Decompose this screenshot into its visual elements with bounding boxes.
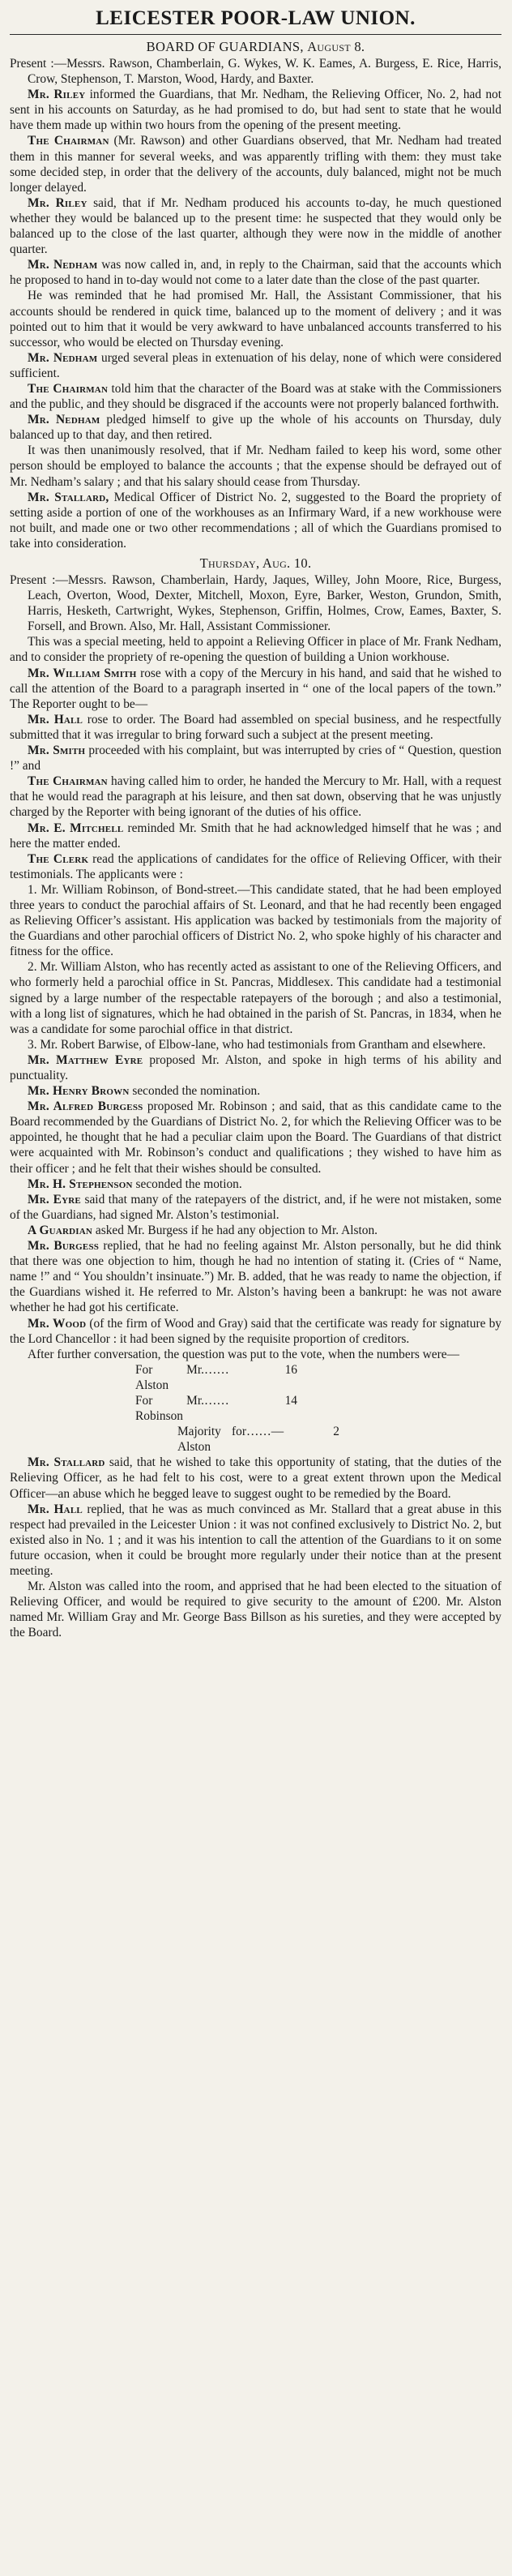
speaker-name: Mr. Burgess [28,1239,100,1254]
speaker-name: Mr. Wood [28,1316,87,1331]
paragraph-text: asked Mr. Burgess if he had any objection to Mr. Alston. [95,1223,378,1237]
meeting1-present [10,56,501,87]
vote-row-alston: For Mr. Alston …… 16 [135,1362,297,1392]
paragraph-text: rose to order. The Board had assembled on special business, and he respectfully submitted that it was irregular to bring forward such a subject at the present meeting. [10,712,501,742]
paragraph [10,712,501,743]
paragraph [10,1502,501,1579]
paragraph-text: He was reminded that he had promised Mr. Hall, the Assistant Commissioner, that his accounts should be rendered in quick time, balanced up to the moment of delivery ; and it was pointed out to him that it would be very awkward to have unbalanced accounts transferred to his successor, who would be elected on Thursday evening. [10,289,501,349]
speaker-name: Mr. Smith [28,744,86,758]
paragraph-text: read the applications of candidates for the office of Relieving Officer, with their testimonials. The applicants were : [10,851,501,881]
speaker-name: Mr. Nedham [28,350,98,365]
article-body [10,38,501,1640]
paragraph-text: After further conversation, the question was put to the vote, when the numbers were— [28,1347,459,1361]
speaker-name: Mr. Hall [28,1502,83,1516]
paragraph [10,1316,501,1347]
present-names: Messrs. Rawson, Chamberlain, Hardy, Jaques, Willey, John Moore, Rice, Burgess, Leach, Overton, Wood, Dexter, Mitchell, Moxon, Eyre, Barker, Weston, Grundon, Smith, Harris, Hesketh, Cartwright, Wykes, Stephenson, Griffin, Holmes, Crow, Eames, Baxter, S. Forsell, and Brown. Also, Mr. Hall, Assistant Commissioner. [28,573,501,634]
paragraph [10,1037,501,1052]
paragraph [10,288,501,349]
speaker-name: The Chairman [28,774,108,789]
paragraph [10,350,501,381]
paragraph [10,1455,501,1501]
speaker-name: Mr. William Smith [28,666,137,680]
speaker-name: Mr. Nedham [28,258,98,272]
paragraph-text: Medical Officer of District No. 2, suggested to the Board the propriety of setting aside a portion of one of the workhouses as an Infirmary Ward, if a new workhouse were not built, and made one or two other recommendations ; all of which the Guardians promised to take into consideration. [10,490,501,551]
paragraph [10,133,501,195]
speaker-name: A Guardian [28,1223,93,1237]
paragraph-text: 2. Mr. William Alston, who has recently acted as assistant to one of the Relieving Officers, and who formerly held a parochial office in St. Pancras, Middlesex. This candidate had a testimonial signed by a large number of the respectable ratepayers of the borough ; and also a testimonial, with a long list of signatures, which he had obtained in the parish of St. Pancras, in 1834, when he was a candidate for some parochial office in that district. [10,960,501,1036]
paragraph-text: said that many of the ratepayers of the district, and, if he were not mistaken, some of the Guardians, had signed Mr. Alston’s testimonial. [10,1192,501,1222]
meeting2-heading [10,555,501,572]
speaker-name: Mr. Henry Brown [28,1084,130,1099]
paragraph-text: said, that he wished to take this opportunity of stating, that the duties of the Relieving Officer, as he had felt to his cost, were to a great extent thrown upon the Medical Officer—an abuse which he begged leave to suggest ought to be remedied by the Board. [10,1455,501,1501]
paragraph [10,1177,501,1192]
paragraph [10,666,501,712]
speaker-name: Mr. Matthew Eyre [28,1052,143,1067]
paragraph-text: 3. Mr. Robert Barwise, of Elbow-lane, who had testimonials from Grantham and elsewhere. [28,1037,486,1052]
paragraph [10,743,501,774]
paragraph-text: having called him to order, he handed the Mercury to Mr. Hall, with a request that he would read the paragraph at his leisure, and then sat down, observing that he was unjustly charged by the Reporter with being ignorant of the duties of his office. [10,774,501,820]
paragraph [10,195,501,257]
paragraph-text: It was then unanimously resolved, that if Mr. Nedham failed to keep his word, some other person should be employed to balance the accounts ; that the expense should be defrayed out of Mr. Nedham’s salary ; and that his salary should cease from Thursday. [10,444,501,489]
present-label: Present :— [10,573,68,587]
speaker-name: Mr. E. Mitchell [28,821,124,835]
paragraph-text: 1. Mr. William Robinson, of Bond-street.—This candidate stated, that he had been employed three years to conduct the parochial affairs of St. Leonard, and that he had recently been engaged as Relieving Officer’s assistant. His application was backed by testimonials from the majority of the Guardians and other parochial officers of District No. 2, who spoke highly of his character and fitness for the office. [10,882,501,959]
paragraph-text: seconded the nomination. [132,1084,261,1099]
speaker-name: Mr. Nedham [28,413,100,427]
meeting1-date: August 8. [307,39,365,54]
meeting1-heading [10,38,501,55]
paragraph [10,87,501,133]
present-label: Present :— [10,57,67,71]
paragraph [10,1223,501,1238]
speaker-name: The Chairman [28,134,109,148]
paragraph-text: (of the firm of Wood and Gray) said that the certificate was ready for signature by the Lord Chancellor : it had been signed by the requisite proportion of creditors. [10,1316,501,1346]
paragraph-text: seconded the motion. [135,1177,242,1191]
paragraph-text: said, that if Mr. Nedham produced his accounts to-day, he much questioned whether they would be balanced up to the present time: he suspected that they would only be balanced up to the close of the last quarter, although they were now in the middle of another quarter. [10,195,501,257]
paragraph-text: urged several pleas in extenuation of his delay, none of which were considered sufficient. [10,350,501,380]
paragraph [10,490,501,551]
vote-label: Majority for Alston [177,1425,246,1455]
paragraph [10,821,501,851]
paragraph [10,882,501,959]
paragraph-text: This was a special meeting, held to appoint a Relieving Officer in place of Mr. Frank Nedham, and to consider the propriety of re-opening the question of building a Union workhouse. [10,635,501,665]
speaker-name: Mr. Alfred Burgess [28,1099,143,1114]
vote-count: 14 [284,1393,297,1408]
paragraph [10,1052,501,1083]
paragraph [10,634,501,665]
speaker-name: Mr. Riley [28,88,86,102]
paragraph [10,774,501,820]
paragraph-text: (Mr. Rawson) and other Guardians observed, that Mr. Nedham had treated them in this manner for several weeks, and was apparently trifling with them: they must take some decided step, in order that the delivery of the accounts, duly balanced, might not be much longer delayed. [10,134,501,195]
speaker-name: Mr. Hall [28,712,83,727]
paragraph [10,1083,501,1099]
paragraph [10,257,501,288]
paragraph-text: replied, that he had no feeling against Mr. Alston personally, but he did think that there was one objection to him, though he had no intention of stating it. (Cries of “ Name, name !” and “ You shouldn’t insinuate.”) Mr. B. added, that he was ready to name the objection, if the Guardians wished it. He referred to Mr. Alston’s having been a bankrupt: he was not aware whether he had got his certificate. [10,1239,501,1315]
meeting2-present [10,572,501,634]
speaker-name: Mr. Stallard [28,1455,105,1470]
paragraph-text: pledged himself to give up the whole of his accounts on Thursday, duly balanced up to that day, and then retired. [10,413,501,443]
paragraph [10,1099,501,1176]
vote-count: 16 [284,1362,297,1377]
paragraph-text: proposed Mr. Robinson ; and said, that as this candidate came to the Board recommended by the Guardians of District No. 2, for which the Relieving Officer was to be appointed, he thought that he had a peculiar claim upon the Board. The Guardians of that district were acquainted with Mr. Robinson’s conduct and qualifications ; they wished to have him as their officer ; and he felt that their wishes should be consulted. [10,1099,501,1176]
vote-row-robinson: For Mr. Robinson …… 14 [135,1393,297,1424]
paragraph [10,1347,501,1362]
speaker-name: The Chairman [28,381,109,396]
vote-row-majority: Majority for Alston ……— 2 [177,1425,339,1455]
paragraph [10,1192,501,1223]
paragraph-text: informed the Guardians, that Mr. Nedham, the Relieving Officer, No. 2, had not sent in his accounts on Saturday, as he had promised to do, but had sent to state that he would have them made up within two hours from the opening of the present meeting. [10,88,501,133]
speaker-name: Mr. Eyre [28,1192,81,1207]
speaker-name: Mr. Riley [28,195,87,210]
paragraph-text: proposed Mr. Alston, and spoke in high terms of his ability and punctuality. [10,1052,501,1082]
speaker-name: Mr. Stallard, [28,490,109,504]
paragraph [10,959,501,1036]
masthead: LEICESTER POOR-LAW UNION. [10,6,501,35]
paragraph-text: rose with a copy of the Mercury in his hand, and said that he wished to call the attention of the Board to a paragraph inserted in “ one of the local papers of the town.” The Reporter ought to be— [10,666,502,711]
paragraph-text: Mr. Alston was called into the room, and apprised that he had been elected to the situation of Relieving Officer, and would be required to give security to the amount of £200. Mr. Alston named Mr. William Gray and Mr. George Bass Billson as his sureties, and they were accepted by the Board. [10,1579,501,1640]
meeting2-paragraphs [10,634,501,1361]
paragraph [10,851,501,882]
paragraph [10,412,501,443]
paragraph-text: proceeded with his complaint, but was interrupted by cries of “ Question, question !” and [10,744,501,774]
paragraph [10,443,501,489]
closing-paragraphs [10,1455,501,1640]
vote-label: For Mr. Alston [135,1362,204,1392]
vote-label: For Mr. Robinson [135,1393,204,1424]
vote-tally [10,1362,501,1455]
meeting2-date: Thursday, Aug. 10. [199,555,312,571]
present-names: Messrs. Rawson, Chamberlain, G. Wykes, W. K. Eames, A. Burgess, E. Rice, Harris, Crow, Stephenson, T. Marston, Wood, Hardy, and Baxter. [28,57,501,87]
speaker-name: Mr. H. Stephenson [28,1177,133,1191]
paragraph-text: was now called in, and, in reply to the Chairman, said that the accounts which he proposed to hand in to-day would not come to a later date than the close of the past quarter. [10,258,501,288]
meeting1-title: BOARD OF GUARDIANS, [146,39,304,54]
paragraph [10,1579,501,1640]
paragraph-text: told him that the character of the Board was at stake with the Commissioners and the public, and they should be disgraced if the accounts were not properly balanced forthwith. [10,381,502,412]
paragraph-text: reminded Mr. Smith that he had acknowledged himself that he was ; and here the matter ended. [10,821,501,851]
paragraph-text: replied, that he was as much convinced as Mr. Stallard that a great abuse in this respect had prevailed in the Leicester Union : it was not confined exclusively to District No. 2, but existed also in No. 1 ; and it was his intention to call the attention of the Guardians to it on some future occasion, when it could be brought more regularly under their notice than at the present meeting. [10,1502,501,1578]
speaker-name: The Clerk [28,851,89,866]
meeting1-paragraphs [10,87,501,551]
paragraph [10,381,501,412]
paragraph [10,1238,501,1315]
vote-count: 2 [333,1425,339,1439]
